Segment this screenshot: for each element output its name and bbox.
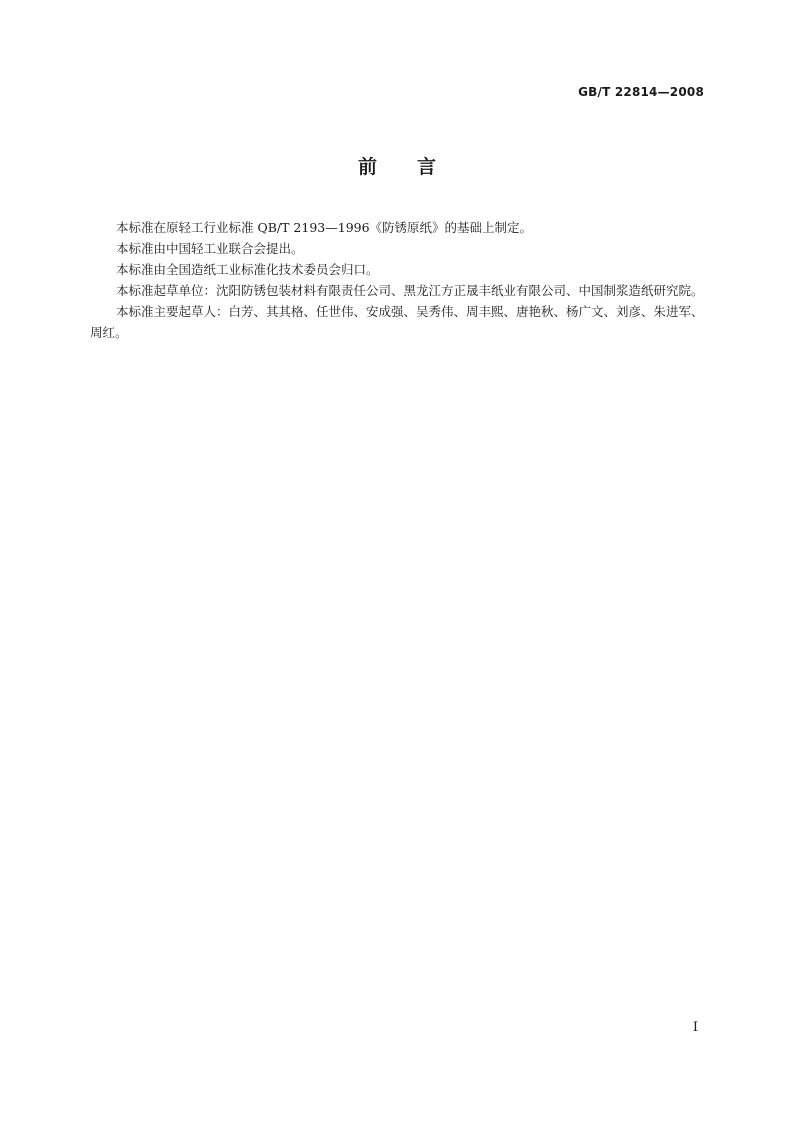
paragraph-basis: 本标准在原轻工行业标准 QB/T 2193—1996《防锈原纸》的基础上制定。 <box>116 220 533 235</box>
foreword-body <box>90 217 705 343</box>
page-title <box>0 152 794 179</box>
paragraph-centralized: 本标准由全国造纸工业标准化技术委员会归口。 <box>116 262 379 277</box>
page-number: I <box>692 1020 698 1035</box>
paragraph-proposer: 本标准由中国轻工业联合会提出。 <box>116 241 304 256</box>
title-char-2: 言 <box>417 156 437 178</box>
paragraph-drafting-units: 本标准起草单位：沈阳防锈包装材料有限责任公司、黑龙江方正晟丰纸业有限公司、中国制浆造纸研究院。 <box>116 283 704 298</box>
paragraph-drafters: 本标准主要起草人：白芳、其其格、任世伟、安成强、吴秀伟、周丰熙、唐艳秋、杨广文、刘彦、朱进军、周红。 <box>90 304 704 340</box>
standard-code: GB/T 22814—2008 <box>578 85 704 99</box>
title-char-1: 前 <box>357 156 377 178</box>
